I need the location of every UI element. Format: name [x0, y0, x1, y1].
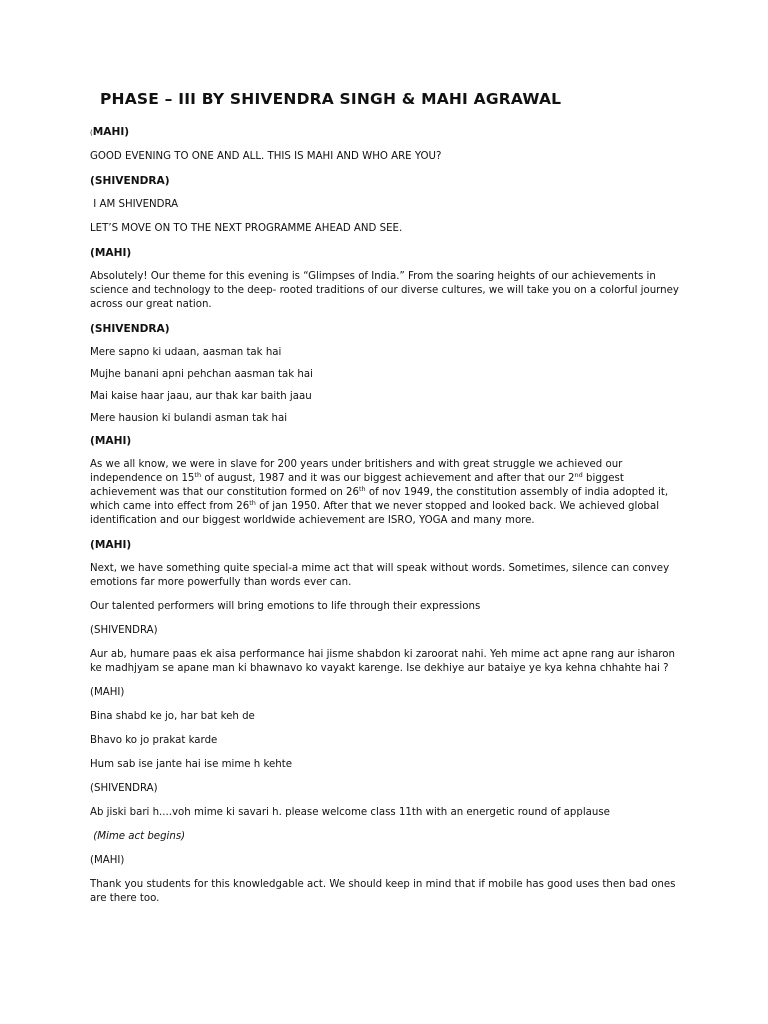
superscript: nd — [574, 471, 583, 479]
paragraph: LET’S MOVE ON TO THE NEXT PROGRAMME AHEAD AND SEE. — [90, 223, 403, 234]
text-run: of nov 1949, the constitution assembly of india adopted it, which came into effect from 26 — [90, 487, 669, 512]
paragraph — [90, 458, 680, 528]
text-run: biggest achievement was that our constitution formed on 26 — [90, 473, 624, 498]
paragraph: Our talented performers will bring emotions to life through their expressions — [90, 601, 481, 612]
superscript: th — [249, 499, 256, 507]
paragraph: Thank you students for this knowledgable act. We should keep in mind that if mobile has good uses then bad ones are there too. — [90, 879, 676, 904]
document-title: PHASE – III BY SHIVENDRA SINGH & MAHI AGRAWAL — [100, 90, 562, 108]
paragraph: Aur ab, humare paas ek aisa performance hai jisme shabdon ki zaroorat nahi. Yeh mime act apne rang aur isharon ke madhjyam se apane man ki bhawnavo ko vayakt karenge. Ise dekhiye aur bataiye ye kya kehna chhahte hai ? — [90, 649, 675, 674]
poem-line: Bina shabd ke jo, har bat keh de — [90, 711, 255, 722]
speaker-label: (SHIVENDRA) — [90, 175, 170, 187]
poem-line: Mere sapno ki udaan, aasman tak hai — [90, 347, 282, 358]
stage-direction: (Mime act begins) — [90, 831, 186, 842]
text-run: of jan 1950. After that we never stopped and looked back. We achieved global identification and our biggest worldwide achievement are ISRO, YOGA and many more. — [90, 501, 660, 526]
poem-line: Bhavo ko jo prakat karde — [90, 735, 218, 746]
speaker-label: (MAHI) — [90, 539, 132, 551]
poem-line: Mere hausion ki bulandi asman tak hai — [90, 413, 288, 424]
text-run: As we all know, we were in slave for 200 years under britishers and with great struggle we achieved our independence on 15 — [90, 459, 623, 484]
speaker-name: MAHI) — [92, 126, 130, 138]
paragraph: Ab jiski bari h....voh mime ki savari h. please welcome class 11th with an energetic round of applause — [90, 807, 610, 818]
poem-line: Mai kaise haar jaau, aur thak kar baith jaau — [90, 391, 312, 402]
speaker-label: (MAHI) — [90, 687, 125, 698]
speaker-label: (SHIVENDRA) — [90, 783, 158, 794]
paragraph: Next, we have something quite special-a mime act that will speak without words. Sometimes, silence can convey emotions far more powerfully than words ever can. — [90, 563, 670, 588]
superscript: th — [194, 471, 202, 479]
speaker-label — [90, 125, 680, 140]
speaker-paren: ( — [90, 129, 93, 137]
speaker-label: (MAHI) — [90, 435, 132, 447]
paragraph: I AM SHIVENDRA — [90, 199, 179, 210]
paragraph: Absolutely! Our theme for this evening is “Glimpses of India.” From the soaring heights of our achievements in science and technology to the deep- rooted traditions of our diverse cultures, we will take you on a colorful journey across our great nation. — [90, 271, 679, 310]
speaker-label: (MAHI) — [90, 855, 125, 866]
speaker-label: (SHIVENDRA) — [90, 323, 170, 335]
poem-line: Mujhe banani apni pehchan aasman tak hai — [90, 369, 313, 380]
document-body — [90, 125, 680, 916]
poem-line: Hum sab ise jante hai ise mime h kehte — [90, 759, 293, 770]
superscript: th — [358, 485, 366, 493]
speaker-label: (SHIVENDRA) — [90, 625, 158, 636]
paragraph: GOOD EVENING TO ONE AND ALL. THIS IS MAHI AND WHO ARE YOU? — [90, 151, 442, 162]
text-run: of august, 1987 and it was our biggest achievement and after that our 2 — [201, 473, 575, 484]
speaker-label: (MAHI) — [90, 247, 132, 259]
